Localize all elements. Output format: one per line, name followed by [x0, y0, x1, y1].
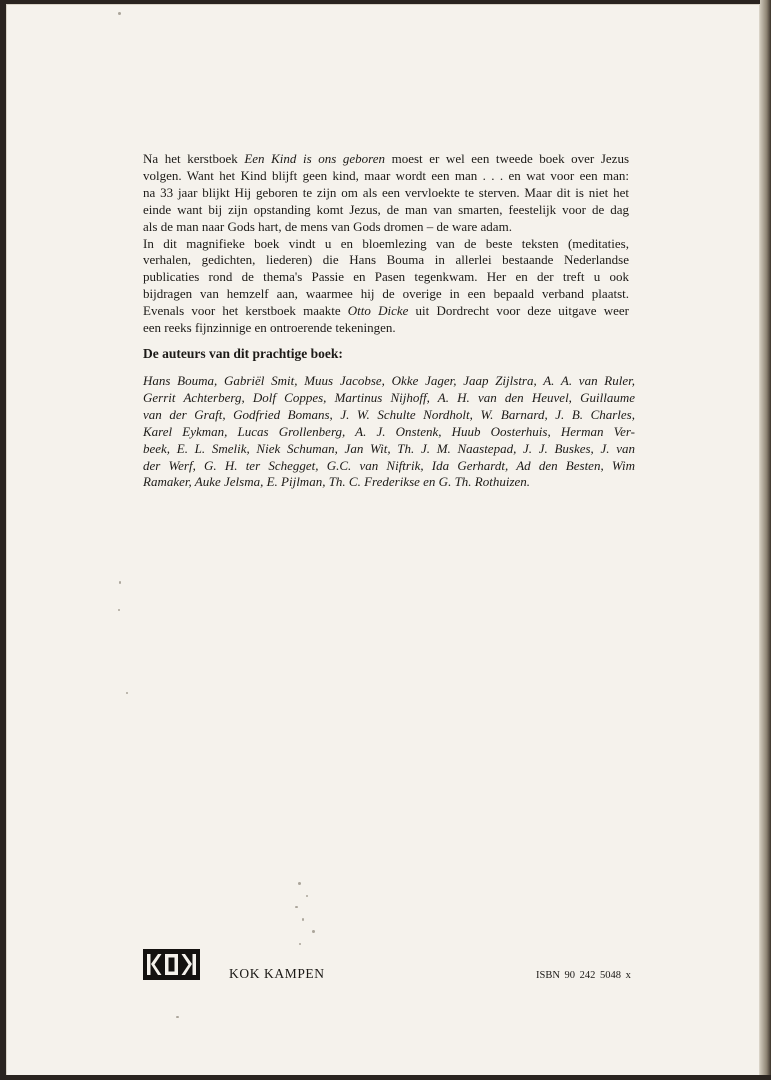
- paper-speck: [126, 692, 128, 694]
- paper-speck: [298, 882, 301, 885]
- text-line: publicaties rond de thema's Passie en Pasen tegenkwam. Her en der treft u ook: [143, 269, 629, 285]
- author-line: van der Graft, Godfried Bomans, J. W. Schulte Nordholt, W. Barnard, J. B. Charles,: [143, 406, 635, 422]
- author-line: beek, E. L. Smelik, Niek Schuman, Jan Wit, Th. J. M. Naastepad, J. J. Buskes, J. van: [143, 440, 635, 456]
- description-paragraph-3: [143, 303, 629, 337]
- isbn-number: ISBN 90 242 5048 x: [536, 970, 631, 981]
- page-bottom-shadow: [0, 1075, 771, 1080]
- author-line: Karel Eykman, Lucas Grollenberg, A. J. Onstenk, Huub Oosterhuis, Herman Ver-: [143, 423, 635, 439]
- page-edge-shadow: [760, 0, 771, 1080]
- paper-speck: [302, 918, 304, 921]
- kok-publisher-logo-icon: [143, 949, 200, 980]
- text-line: volgen. Want het Kind blijft geen kind, maar wordt een man . . . en wat voor een man:: [143, 167, 629, 183]
- illustrator-name: Otto Dicke: [347, 303, 409, 319]
- paper-speck: [176, 1016, 179, 1018]
- book-title-reference: Een Kind is ons geboren: [244, 151, 386, 166]
- authors-heading: De auteurs van dit prachtige boek:: [143, 346, 343, 361]
- text-line: een reeks fijnzinnige en ontroerende tekeningen.: [143, 320, 396, 336]
- text-line: Na het kerstboek Een Kind is ons geboren moest er wel een tweede boek over Jezus: [143, 151, 629, 166]
- author-line: Hans Bouma, Gabriël Smit, Muus Jacobse, Okke Jager, Jaap Zijlstra, A. A. van Ruler,: [143, 373, 635, 388]
- text-line: na 33 jaar blijkt Hij geboren te zijn om als een vervloekte te sterven. Maar dit is niet het: [143, 184, 629, 200]
- authors-list: [143, 373, 635, 491]
- text-line: verhalen, gedichten, liederen) die Hans Bouma in allerlei bestaande Nederlandse: [143, 252, 629, 268]
- description-paragraph-2: [143, 236, 629, 304]
- text-line: In dit magnifieke boek vindt u en bloemlezing van de beste teksten (meditaties,: [143, 235, 629, 251]
- text-line: einde want bij zijn opstanding komt Jezus, de man van smarten, feestelijk voor de dag: [143, 201, 629, 217]
- text-line: Evenals voor het kerstboek maakte Otto Dicke uit Dordrecht voor deze uitgave weer: [143, 303, 629, 319]
- paper-speck: [295, 906, 298, 908]
- description-paragraph-1: [143, 151, 629, 236]
- paper-speck: [118, 12, 121, 15]
- author-line: Ramaker, Auke Jelsma, E. Pijlman, Th. C. Frederikse en G. Th. Rothuizen.: [143, 474, 531, 490]
- paper-speck: [119, 581, 121, 584]
- author-line: der Werf, G. H. ter Schegget, G.C. van Niftrik, Ida Gerhardt, Ad den Besten, Wim: [143, 457, 635, 473]
- author-line: Gerrit Achterberg, Dolf Coppes, Martinus Nijhoff, A. H. van den Heuvel, Guillaume: [143, 389, 635, 405]
- paper-speck: [306, 895, 308, 897]
- publisher-name: KOK KAMPEN: [229, 966, 325, 981]
- description-text: [143, 151, 629, 337]
- text-line: als de man naar Gods hart, de mens van Gods dromen – de ware adam.: [143, 218, 512, 234]
- logo-mark: [143, 949, 200, 980]
- back-cover: [6, 4, 760, 1076]
- paper-speck: [312, 930, 315, 933]
- paper-speck: [299, 943, 301, 945]
- paper-speck: [118, 609, 120, 611]
- text-line: bijdragen van hemzelf aan, waarmee hij de overige in een bepaald verband plaatst.: [143, 286, 629, 302]
